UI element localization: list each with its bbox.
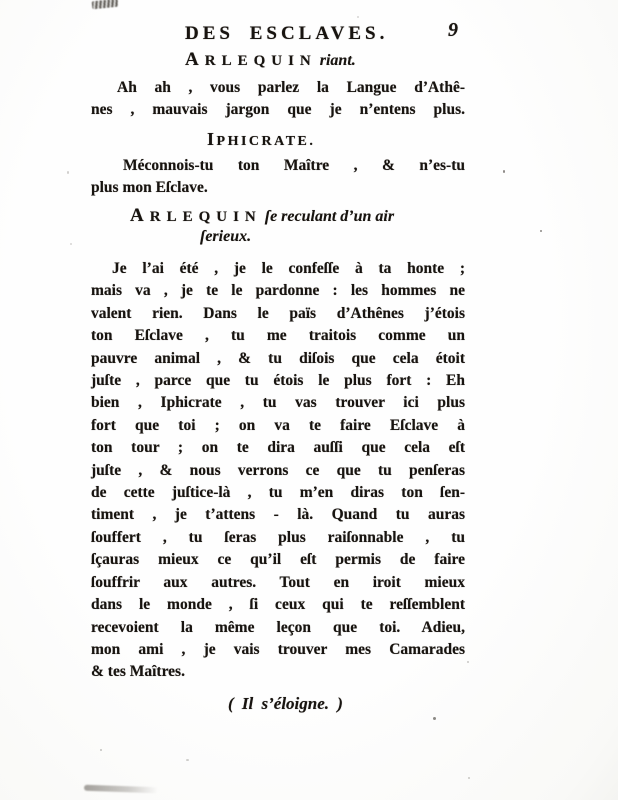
speech-line: ton Eſclave , tu me traitois comme un [91, 327, 465, 345]
stage-direction: ſerieux. [200, 228, 252, 245]
stage-direction: ſe reculant d’un air [264, 208, 395, 225]
speech-line: valent rien. Dans le païs d’Athênes j’étois [91, 304, 465, 322]
scan-smudge-bottom [84, 785, 158, 794]
speech-line: ſouffert , tu ſeras plus raiſonnable , tu [91, 528, 465, 546]
speech-line: juſte , & nous verrons ce que tu penſeras [91, 461, 465, 479]
ink-speck [540, 230, 542, 232]
stage-heading-arlequin-serieux-line2 [200, 228, 251, 246]
page-number: 9 [448, 19, 458, 41]
speech-line: de cette juſtice-là , tu m’en diras ton ſen- [91, 484, 465, 502]
speech-line: Ah ah , vous parlez la Langue d’Athê- [117, 79, 465, 96]
character-name: ARLEQUIN [185, 49, 317, 70]
character-name: IPHICRATE. [207, 129, 316, 149]
speech-line: fort que toi ; on va te faire Eſclave à [91, 416, 465, 434]
ink-speck [433, 717, 436, 720]
scan-smudge-top [92, 0, 119, 9]
speech-arlequin-main [91, 258, 465, 684]
speech-iphicrate [91, 155, 465, 200]
character-name: ARLEQUIN [130, 205, 262, 226]
speech-line: bien , Iphicrate , tu vas trouver ici plus [91, 394, 465, 412]
ink-speck [467, 661, 469, 663]
speech-line: pauvre animal , & tu diſois que cela étoit [91, 349, 465, 367]
speech-line: Je l’ai été , je le confeſſe à ta honte ; [112, 260, 465, 277]
ink-speck [503, 170, 505, 173]
speech-line: nes , mauvais jargon que je n’entens plus. [91, 101, 465, 119]
ink-speck [67, 171, 69, 174]
speech-line: ſçauras mieux ce qu’il eſt permis de faire [91, 551, 465, 569]
stage-heading-iphicrate [207, 129, 315, 150]
speech-line: ton tour ; on te dira auſſi que cela eſt [91, 439, 465, 457]
speech-line: recevoient la même leçon que toi. Adieu, [91, 618, 465, 636]
ink-speck [186, 759, 189, 761]
speech-line: timent , je t’attens - là. Quand tu auras [91, 506, 465, 524]
speech-line: plus mon Eſclave. [91, 179, 208, 197]
ink-speck [100, 749, 102, 751]
speech-line: ſouffrir aux autres. Tout en iroit mieux [91, 573, 465, 591]
speech-line: mais va , je te le pardonne : les hommes ne [91, 282, 465, 300]
stage-direction: riant. [319, 52, 356, 69]
speech-line: & tes Maîtres. [91, 663, 185, 681]
ink-speck [357, 16, 359, 18]
stage-heading-arlequin-riant [185, 49, 356, 71]
speech-line: juſte , parce que tu étois le plus fort : Eh [91, 372, 465, 390]
stage-heading-arlequin-serieux [130, 205, 394, 227]
running-title: DES ESCLAVES. [185, 23, 389, 44]
speech-line: mon ami , je vais trouver mes Camarades [91, 640, 465, 658]
closing-stage-direction: ( Il s’éloigne. ) [228, 694, 343, 713]
speech-line: Méconnois-tu ton Maître , & n’es-tu [123, 157, 465, 174]
ink-speck [70, 243, 72, 245]
speech-arlequin-riant [91, 77, 465, 122]
ink-speck [468, 777, 470, 779]
speech-line: dans le monde , ſi ceux qui te reſſemblent [91, 596, 465, 614]
